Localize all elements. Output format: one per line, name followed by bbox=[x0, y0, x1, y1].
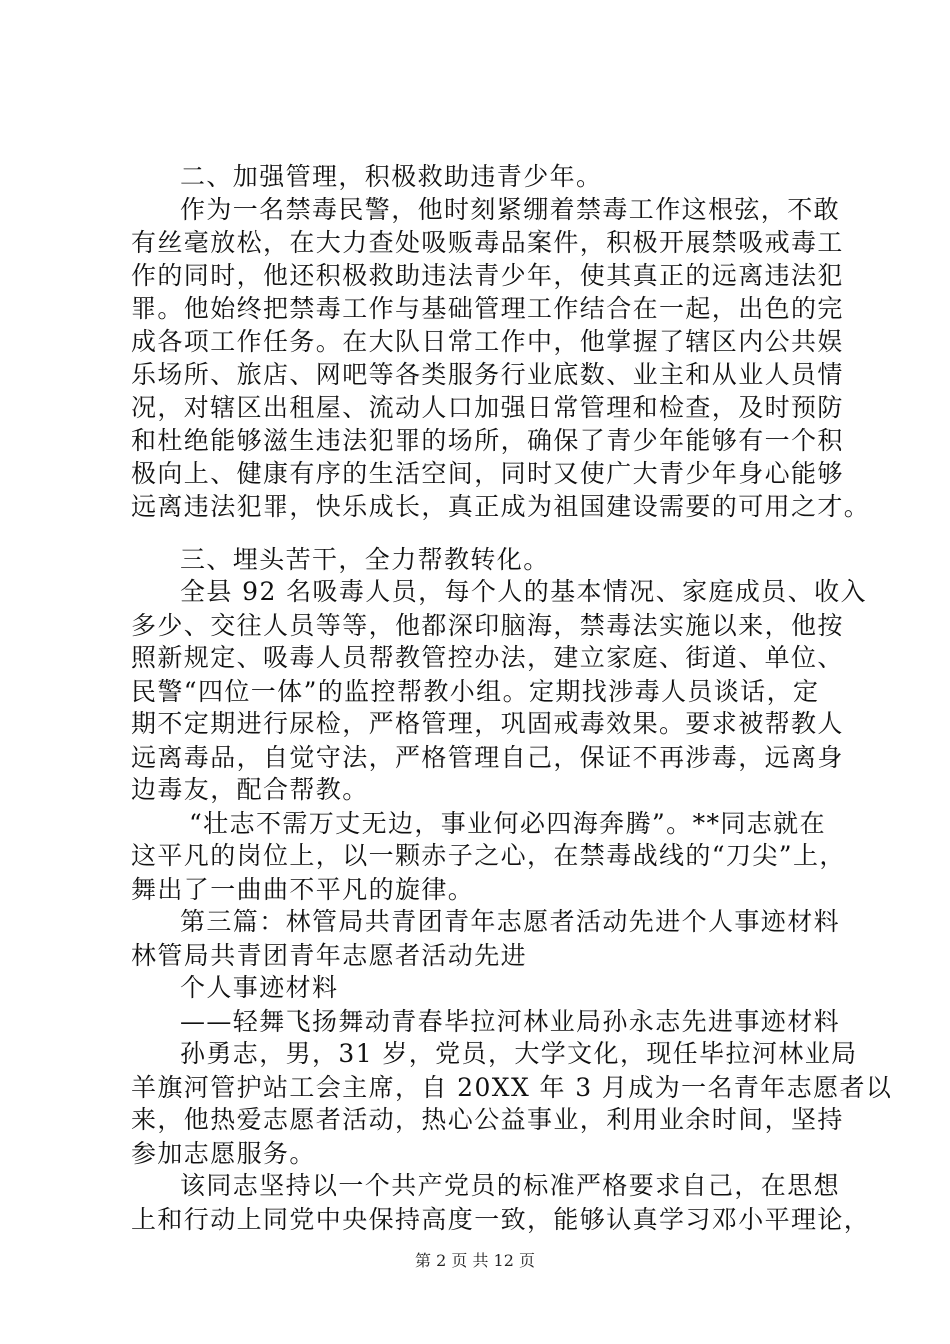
paragraph-line: 作为一名禁毒民警，他时刻紧绷着禁毒工作这根弦，不敢 bbox=[180, 195, 841, 224]
subtitle-line: ——轻舞飞扬舞动青春毕拉河林业局孙永志先进事迹材料 bbox=[180, 1007, 841, 1036]
page-footer: 第 2 页 共 12 页 bbox=[415, 1251, 535, 1270]
paragraph-line: 边毒友，配合帮教。 bbox=[131, 775, 369, 804]
paragraph-line: 作的同时，他还积极救助违法青少年，使其真正的远离违法犯 bbox=[131, 261, 844, 290]
paragraph-line: 民警“四位一体”的监控帮教小组。定期找涉毒人员谈话，定 bbox=[131, 677, 820, 706]
chapter-title-continued: 林管局共青团青年志愿者活动先进 bbox=[131, 941, 528, 970]
paragraph-line: 孙勇志，男，31 岁，党员，大学文化，现任毕拉河林业局 bbox=[180, 1039, 858, 1068]
paragraph-line: 舞出了一曲曲不平凡的旋律。 bbox=[131, 875, 475, 904]
chapter-title: 第三篇：林管局共青团青年志愿者活动先进个人事迹材料 bbox=[180, 907, 841, 936]
paragraph-line: 乐场所、旅店、网吧等各类服务行业底数、业主和从业人员情 bbox=[131, 360, 844, 389]
paragraph-line: 有丝毫放松，在大力查处吸贩毒品案件，积极开展禁吸戒毒工 bbox=[131, 228, 844, 257]
paragraph-line: 上和行动上同党中央保持高度一致，能够认真学习邓小平理论， bbox=[131, 1205, 871, 1234]
paragraph-line: 参加志愿服务。 bbox=[131, 1139, 316, 1168]
paragraph-line: 来，他热爱志愿者活动，热心公益事业，利用业余时间，坚持 bbox=[131, 1105, 844, 1134]
section-heading-3: 三、埋头苦干，全力帮教转化。 bbox=[180, 545, 550, 574]
paragraph-line: 和杜绝能够滋生违法犯罪的场所，确保了青少年能够有一个积 bbox=[131, 426, 844, 455]
paragraph-line: 远离毒品，自觉守法，严格管理自己，保证不再涉毒，远离身 bbox=[131, 743, 844, 772]
paragraph-line: 罪。他始终把禁毒工作与基础管理工作结合在一起，出色的完 bbox=[131, 294, 844, 323]
paragraph-line: 多少、交往人员等等，他都深印脑海，禁毒法实施以来，他按 bbox=[131, 611, 844, 640]
paragraph-line: 远离违法犯罪，快乐成长，真正成为祖国建设需要的可用之才。 bbox=[131, 492, 871, 521]
paragraph-line: 全县 92 名吸毒人员，每个人的基本情况、家庭成员、收入 bbox=[180, 577, 867, 606]
paragraph-line: 照新规定、吸毒人员帮教管控办法，建立家庭、街道、单位、 bbox=[131, 643, 844, 672]
paragraph-line: 成各项工作任务。在大队日常工作中，他掌握了辖区内公共娱 bbox=[131, 327, 844, 356]
quote-line: “壮志不需万丈无边，事业何必四海奔腾”。**同志就在 bbox=[189, 809, 826, 838]
paragraph-line: 况，对辖区出租屋、流动人口加强日常管理和检查，及时预防 bbox=[131, 393, 844, 422]
section-heading-2: 二、加强管理，积极救助违青少年。 bbox=[180, 162, 603, 191]
paragraph-line: 极向上、健康有序的生活空间，同时又使广大青少年身心能够 bbox=[131, 459, 844, 488]
paragraph-line: 这平凡的岗位上，以一颗赤子之心，在禁毒战线的“刀尖”上， bbox=[131, 841, 846, 870]
paragraph-line: 该同志坚持以一个共产党员的标准严格要求自己，在思想 bbox=[180, 1171, 841, 1200]
paragraph-line: 期不定期进行尿检，严格管理，巩固戒毒效果。要求被帮教人 bbox=[131, 709, 844, 738]
chapter-title-continued: 个人事迹材料 bbox=[180, 973, 339, 1002]
paragraph-line: 羊旗河管护站工会主席，自 20XX 年 3 月成为一名青年志愿者以 bbox=[131, 1073, 893, 1102]
